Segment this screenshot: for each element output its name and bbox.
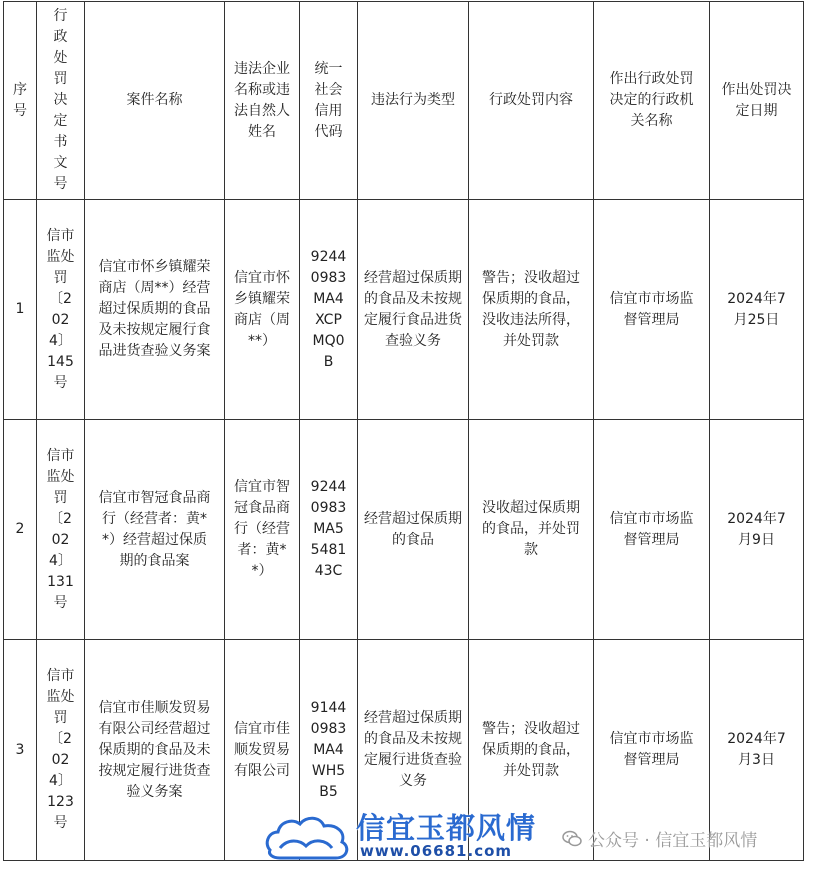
cell-credit: 92440983MA4XCPMQ0B: [300, 200, 358, 420]
cell-authority: 信宜市市场监督管理局: [594, 640, 710, 861]
cell-doc-no: 信市监处罚〔2024〕123号: [37, 640, 85, 861]
header-seq: 序号: [4, 2, 37, 200]
header-authority: 作出行政处罚决定的行政机关名称: [594, 2, 710, 200]
header-date: 作出处罚决定日期: [710, 2, 804, 200]
table-row: [4, 420, 804, 640]
cell-date: 2024年7月25日: [710, 200, 804, 420]
cell-credit: 91440983MA4WH5B5: [300, 640, 358, 861]
header-credit: 统一社会信用代码: [300, 2, 358, 200]
cell-violation: 经营超过保质期的食品及未按规定履行进货查验义务: [358, 640, 469, 861]
cell-case: 信宜市佳顺发贸易有限公司经营超过保质期的食品及未按规定履行进货查验义务案: [85, 640, 225, 861]
cell-violation: 经营超过保质期的食品: [358, 420, 469, 640]
wechat-attribution: [562, 826, 757, 851]
cell-case: 信宜市怀乡镇耀荣商店（周**）经营超过保质期的食品及未按规定履行食品进货查验义务案: [85, 200, 225, 420]
cell-authority: 信宜市市场监督管理局: [594, 420, 710, 640]
cloud-logo-icon: [262, 810, 354, 862]
cell-credit: 92440983MA5548143C: [300, 420, 358, 640]
cell-case: 信宜市智冠食品商行（经营者：黄**）经营超过保质期的食品案: [85, 420, 225, 640]
cell-party: 信宜市智冠食品商行（经营者：黄**）: [225, 420, 300, 640]
cell-seq: 2: [4, 420, 37, 640]
table-header-row: [4, 2, 804, 200]
cell-seq: 3: [4, 640, 37, 861]
header-violation: 违法行为类型: [358, 2, 469, 200]
cell-party: 信宜市佳顺发贸易有限公司: [225, 640, 300, 861]
cell-violation: 经营超过保质期的食品及未按规定履行食品进货查验义务: [358, 200, 469, 420]
header-case: 案件名称: [85, 2, 225, 200]
site-watermark: [262, 806, 552, 864]
cell-authority: 信宜市市场监督管理局: [594, 200, 710, 420]
table-row: [4, 200, 804, 420]
cell-penalty: 警告；没收超过保质期的食品，没收违法所得，并处罚款: [469, 200, 594, 420]
wechat-account-label: 公众号 · 信宜玉都风情: [588, 831, 758, 851]
cell-doc-no: 信市监处罚〔2024〕145号: [37, 200, 85, 420]
watermark-title: 信宜玉都风情: [356, 811, 537, 845]
penalty-table: [3, 1, 804, 861]
cell-seq: 1: [4, 200, 37, 420]
cell-party: 信宜市怀乡镇耀荣商店（周**）: [225, 200, 300, 420]
header-party: 违法企业名称或违法自然人姓名: [225, 2, 300, 200]
watermark-url: www.06681.com: [360, 842, 513, 860]
cell-penalty: 警告；没收超过保质期的食品，并处罚款: [469, 640, 594, 861]
wechat-icon: [562, 830, 582, 848]
header-penalty: 行政处罚内容: [469, 2, 594, 200]
cell-date: 2024年7月3日: [710, 640, 804, 861]
header-doc-no: 行政处罚决定书文号: [37, 2, 85, 200]
cell-date: 2024年7月9日: [710, 420, 804, 640]
cell-penalty: 没收超过保质期的食品，并处罚款: [469, 420, 594, 640]
cell-doc-no: 信市监处罚〔2024〕131号: [37, 420, 85, 640]
